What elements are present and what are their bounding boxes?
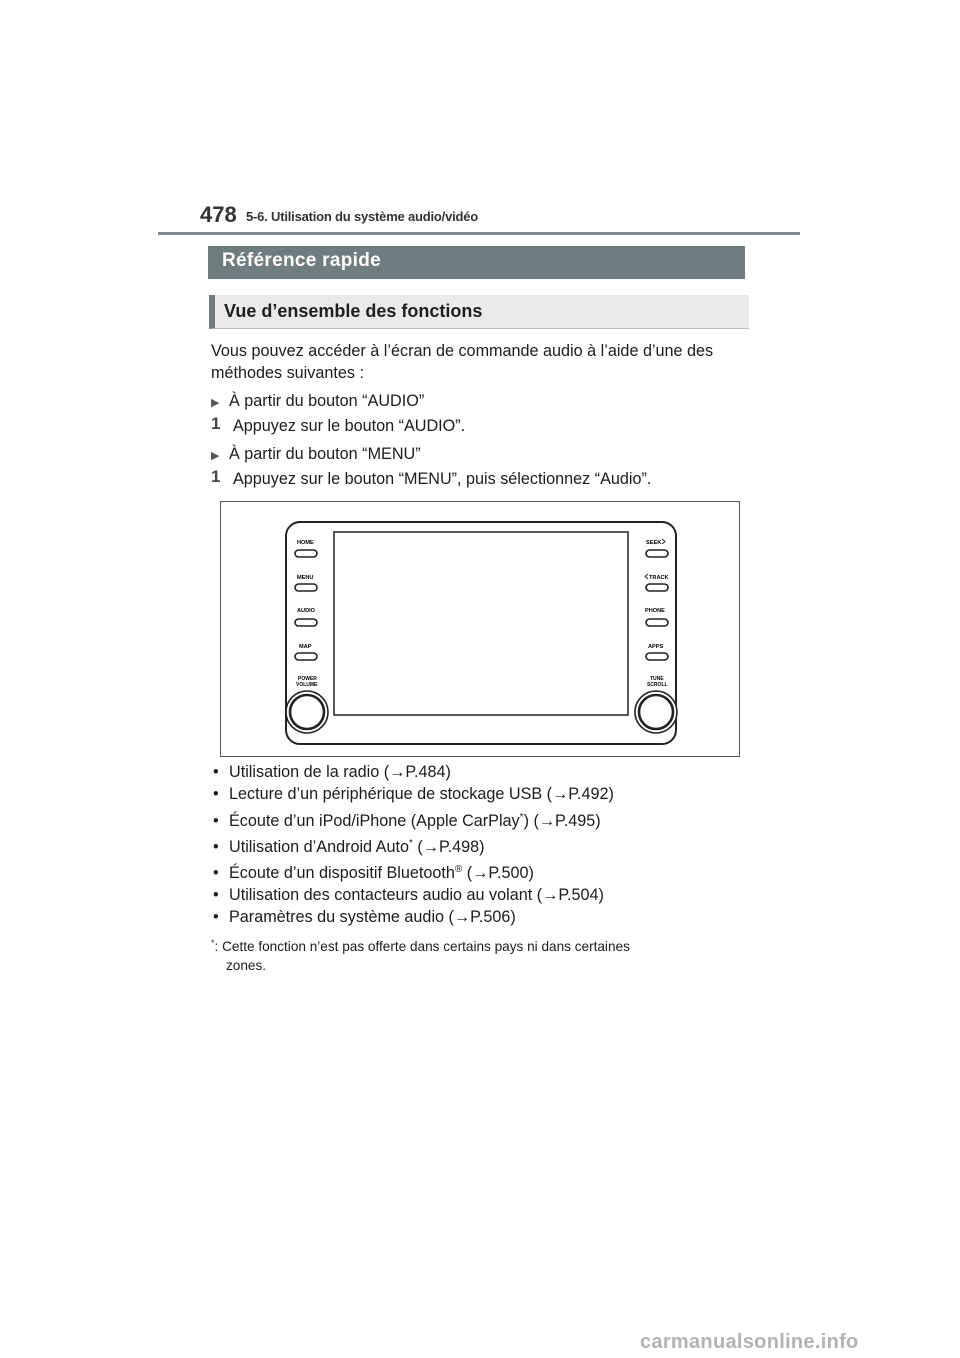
bullet-icon: • (213, 908, 219, 926)
header-divider (158, 232, 800, 235)
home-button[interactable] (295, 550, 317, 557)
footnote-mark: * (211, 938, 215, 948)
bullet-icon: • (213, 785, 219, 803)
bullet-icon: • (213, 886, 219, 904)
footnote: *: Cette fonction n’est pas offerte dans certains pays ni dans certaines zones. (211, 938, 630, 973)
audio-button[interactable] (295, 619, 317, 626)
audio-button-label: AUDIO (297, 608, 316, 614)
step-number: 1 (211, 414, 221, 433)
power-volume-label: VOLUME (296, 682, 318, 688)
intro-paragraph: Vous pouvez accéder à l’écran de commande audio à l’aide d’une des méthodes suivantes : (211, 342, 714, 382)
apps-button[interactable] (646, 653, 668, 660)
display-screen (334, 532, 628, 715)
map-button[interactable] (295, 653, 317, 660)
seek-button-label: SEEK (646, 540, 662, 546)
method-heading-menu: À partir du bouton “MENU” (229, 445, 421, 463)
step-text-audio: Appuyez sur le bouton “AUDIO”. (233, 417, 466, 435)
menu-button-label: MENU (297, 575, 314, 581)
step-number: 1 (211, 467, 221, 486)
method-heading-audio: À partir du bouton “AUDIO” (229, 392, 425, 410)
step-text-menu: Appuyez sur le bouton “MENU”, puis sélectionnez “Audio”. (233, 470, 652, 488)
track-button-label: TRACK (649, 575, 669, 581)
arrow-bullet-icon: ▶ (211, 450, 220, 462)
page-header (200, 200, 800, 230)
phone-button[interactable] (646, 619, 668, 626)
section-reference: 5-6. Utilisation du système audio/vidéo (246, 209, 479, 224)
menu-button[interactable] (295, 584, 317, 591)
home-button-label: HOME (297, 540, 314, 546)
bullet-icon: • (213, 864, 219, 882)
tune-scroll-label: TUNE (650, 676, 664, 682)
bullet-icon: • (213, 812, 219, 830)
page-number: 478 (200, 202, 237, 227)
tune-scroll-label: SCROLL (647, 682, 668, 688)
power-volume-label: POWER (298, 676, 317, 682)
bullet-icon: • (213, 763, 219, 781)
arrow-bullet-icon: ▶ (211, 397, 220, 409)
phone-button-label: PHONE (645, 608, 665, 614)
watermark: carmanualsonline.info (640, 1331, 859, 1353)
apps-button-label: APPS (648, 644, 664, 650)
seek-button[interactable] (646, 550, 668, 557)
head-unit-figure (220, 501, 740, 757)
title-banner: Référence rapide (208, 246, 745, 279)
subsection-banner: Vue d’ensemble des fonctions (209, 295, 749, 329)
map-button-label: MAP (299, 644, 312, 650)
bullet-icon: • (213, 838, 219, 856)
track-button[interactable] (646, 584, 668, 591)
